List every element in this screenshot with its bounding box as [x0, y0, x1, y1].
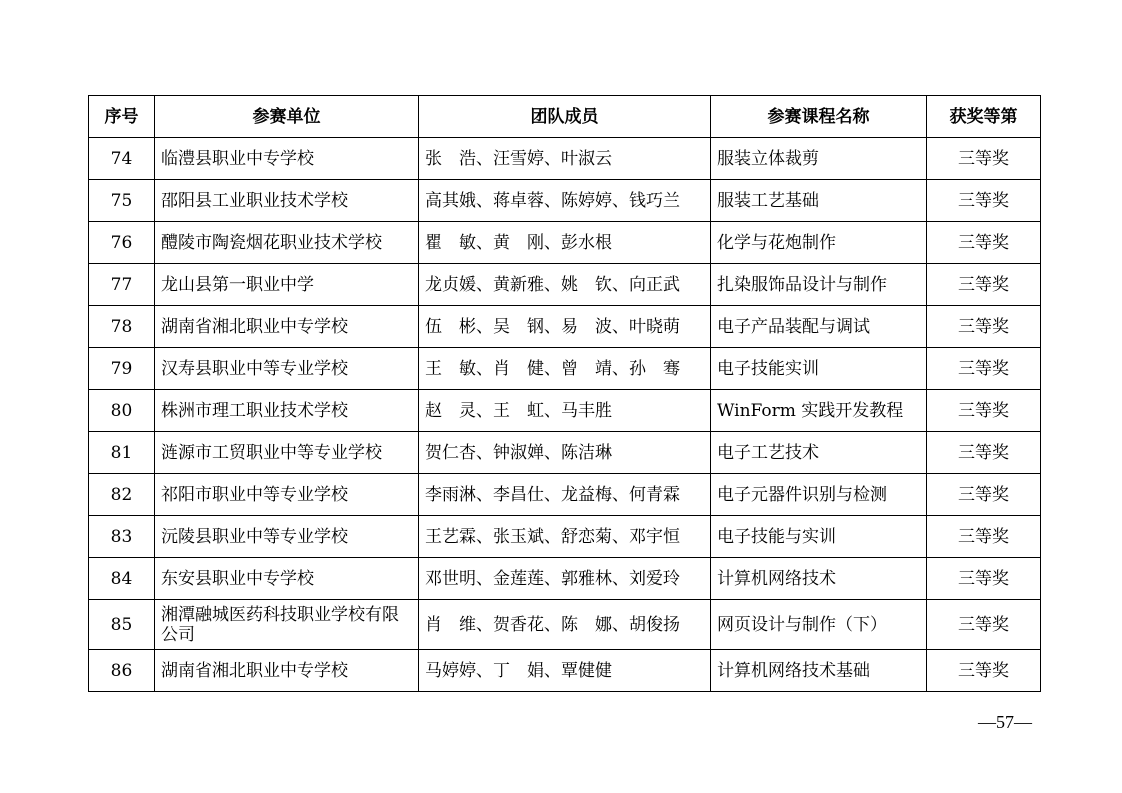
cell-members: 张 浩、汪雪婷、叶淑云: [419, 138, 711, 180]
table-row: [89, 600, 1041, 650]
cell-num: 83: [89, 516, 155, 558]
cell-num: 86: [89, 650, 155, 692]
header-award: 获奖等第: [927, 96, 1041, 138]
cell-members: 王艺霖、张玉斌、舒恋菊、邓宇恒: [419, 516, 711, 558]
page-number: —57—: [978, 712, 1032, 732]
table-row: [89, 264, 1041, 306]
cell-members: 王 敏、肖 健、曾 靖、孙 骞: [419, 348, 711, 390]
header-members: 团队成员: [419, 96, 711, 138]
cell-award: 三等奖: [927, 600, 1041, 650]
cell-award: 三等奖: [927, 432, 1041, 474]
cell-award: 三等奖: [927, 558, 1041, 600]
cell-members: 高其娥、蒋卓蓉、陈婷婷、钱巧兰: [419, 180, 711, 222]
cell-num: 82: [89, 474, 155, 516]
header-unit: 参赛单位: [155, 96, 419, 138]
table-row: [89, 222, 1041, 264]
cell-unit: 邵阳县工业职业技术学校: [155, 180, 419, 222]
cell-members: 龙贞媛、黄新雅、姚 钦、向正武: [419, 264, 711, 306]
cell-num: 84: [89, 558, 155, 600]
cell-award: 三等奖: [927, 264, 1041, 306]
cell-award: 三等奖: [927, 348, 1041, 390]
cell-unit: 醴陵市陶瓷烟花职业技术学校: [155, 222, 419, 264]
cell-members: 伍 彬、吴 钢、易 波、叶晓萌: [419, 306, 711, 348]
cell-course: 计算机网络技术基础: [711, 650, 927, 692]
header-course: 参赛课程名称: [711, 96, 927, 138]
cell-award: 三等奖: [927, 180, 1041, 222]
cell-course: 电子元器件识别与检测: [711, 474, 927, 516]
cell-course: 服装工艺基础: [711, 180, 927, 222]
cell-num: 85: [89, 600, 155, 650]
cell-num: 80: [89, 390, 155, 432]
cell-award: 三等奖: [927, 474, 1041, 516]
cell-award: 三等奖: [927, 222, 1041, 264]
table-row: [89, 138, 1041, 180]
table-row: [89, 650, 1041, 692]
table-row: [89, 474, 1041, 516]
cell-unit: 祁阳市职业中等专业学校: [155, 474, 419, 516]
cell-unit: 沅陵县职业中等专业学校: [155, 516, 419, 558]
cell-unit: 湖南省湘北职业中专学校: [155, 306, 419, 348]
cell-num: 75: [89, 180, 155, 222]
cell-course: 电子技能与实训: [711, 516, 927, 558]
cell-unit: 临澧县职业中专学校: [155, 138, 419, 180]
cell-unit: 龙山县第一职业中学: [155, 264, 419, 306]
table-row: [89, 516, 1041, 558]
awards-table: [88, 95, 1041, 692]
cell-members: 邓世明、金莲莲、郭雅林、刘爱玲: [419, 558, 711, 600]
cell-course: 服装立体裁剪: [711, 138, 927, 180]
header-index: 序号: [89, 96, 155, 138]
cell-award: 三等奖: [927, 390, 1041, 432]
cell-course: WinForm 实践开发教程: [711, 390, 927, 432]
cell-num: 77: [89, 264, 155, 306]
cell-members: 马婷婷、丁 娟、覃健健: [419, 650, 711, 692]
cell-award: 三等奖: [927, 516, 1041, 558]
cell-members: 肖 维、贺香花、陈 娜、胡俊扬: [419, 600, 711, 650]
cell-course: 扎染服饰品设计与制作: [711, 264, 927, 306]
cell-members: 瞿 敏、黄 刚、彭水根: [419, 222, 711, 264]
table-row: [89, 432, 1041, 474]
table-row: [89, 180, 1041, 222]
cell-unit: 汉寿县职业中等专业学校: [155, 348, 419, 390]
table-row: [89, 306, 1041, 348]
cell-unit: 株洲市理工职业技术学校: [155, 390, 419, 432]
table-row: [89, 348, 1041, 390]
cell-unit: 湘潭融城医药科技职业学校有限公司: [155, 600, 419, 650]
cell-members: 李雨淋、李昌仕、龙益梅、何青霖: [419, 474, 711, 516]
cell-num: 81: [89, 432, 155, 474]
cell-course: 计算机网络技术: [711, 558, 927, 600]
cell-award: 三等奖: [927, 650, 1041, 692]
cell-num: 76: [89, 222, 155, 264]
table-row: [89, 558, 1041, 600]
cell-award: 三等奖: [927, 306, 1041, 348]
cell-award: 三等奖: [927, 138, 1041, 180]
cell-course: 电子技能实训: [711, 348, 927, 390]
cell-num: 79: [89, 348, 155, 390]
cell-course: 电子工艺技术: [711, 432, 927, 474]
cell-num: 74: [89, 138, 155, 180]
cell-members: 贺仁杏、钟淑婵、陈洁琳: [419, 432, 711, 474]
cell-num: 78: [89, 306, 155, 348]
table-row: [89, 390, 1041, 432]
cell-course: 化学与花炮制作: [711, 222, 927, 264]
cell-unit: 东安县职业中专学校: [155, 558, 419, 600]
cell-unit: 湖南省湘北职业中专学校: [155, 650, 419, 692]
cell-course: 网页设计与制作（下）: [711, 600, 927, 650]
cell-members: 赵 灵、王 虹、马丰胜: [419, 390, 711, 432]
table-header-row: [89, 96, 1041, 138]
cell-unit: 涟源市工贸职业中等专业学校: [155, 432, 419, 474]
cell-course: 电子产品装配与调试: [711, 306, 927, 348]
